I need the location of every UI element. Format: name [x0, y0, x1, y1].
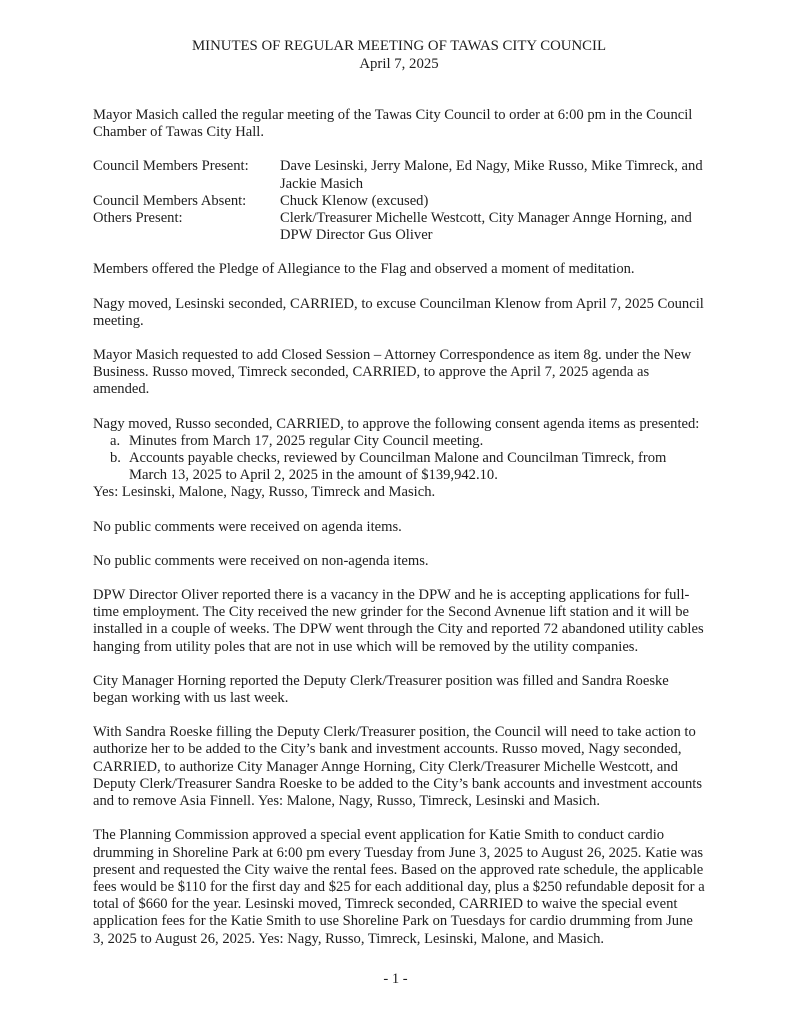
- consent-agenda-vote: Yes: Lesinski, Malone, Nagy, Russo, Timreck and Masich.: [93, 484, 436, 501]
- attendance-value: Chuck Klenow (excused): [280, 192, 429, 209]
- paragraph-public-comments-non-agenda: No public comments were received on non-agenda items.: [93, 552, 429, 569]
- attendance-label: Council Members Absent:: [93, 192, 247, 209]
- consent-agenda-item: [110, 433, 705, 450]
- list-marker: a.: [110, 432, 121, 449]
- page-number: - 1 -: [383, 971, 408, 987]
- paragraph-pledge: Members offered the Pledge of Allegiance to the Flag and observed a moment of meditation.: [93, 261, 635, 278]
- consent-agenda-item: [110, 450, 705, 484]
- paragraph-bank-accounts: With Sandra Roeske filling the Deputy Clerk/Treasurer position, the Council will need to take action to authorize her to be added to the City’s bank and investment accounts. Russo moved, Nagy seconded, CARRIED, to authorize City Manager Annge Horning, City Clerk/Treasurer Michelle Westcott, and Deputy Clerk/Treasurer Sandra Roeske to be added to the City’s bank accounts and investment accounts and to remove Asia Finnell. Yes: Malone, Nagy, Russo, Timreck, Lesinski and Masich.: [93, 724, 703, 810]
- list-item-text: Accounts payable checks, reviewed by Councilman Malone and Councilman Timreck, from March 13, 2025 to April 2, 2025 in the amount of $139,942.10.: [129, 450, 667, 484]
- attendance-value: Clerk/Treasurer Michelle Westcott, City Manager Annge Horning, and DPW Director Gus Oliver: [280, 210, 692, 244]
- attendance-block: [93, 158, 705, 244]
- attendance-value: Dave Lesinski, Jerry Malone, Ed Nagy, Mike Russo, Mike Timreck, and Jackie Masich: [280, 158, 703, 192]
- attendance-label: Council Members Present:: [93, 158, 249, 175]
- title-date: April 7, 2025: [359, 56, 439, 72]
- paragraph-dpw-report: DPW Director Oliver reported there is a vacancy in the DPW and he is accepting applications for full-time employment. The City received the new grinder for the Second Avnenue lift station and it will be installed in a couple of weeks. The DPW went through the City and reported 72 abandoned utility cables hanging from utility poles that are not in use which will be removed by the utility companies.: [93, 587, 704, 655]
- attendance-row-others: [93, 210, 705, 244]
- consent-agenda-block: [93, 416, 705, 502]
- list-item-text: Minutes from March 17, 2025 regular City Council meeting.: [129, 432, 484, 449]
- paragraph-planning-commission: The Planning Commission approved a special event application for Katie Smith to conduct cardio drumming in Shoreline Park at 6:00 pm every Tuesday from June 3, 2025 to August 26, 2025. Katie was present and requested the City waive the rental fees. Based on the approved rate schedule, the applicable fees would be $110 for the first day and $25 for each additional day, plus a $250 refundable deposit for a total of $660 for the year. Lesinski moved, Timreck seconded, CARRIED to waive the special event application fees for the Katie Smith to use Shoreline Park on Tuesdays for cardio drumming from June 3, 2025 to August 26, 2025. Yes: Nagy, Russo, Timreck, Lesinski, Malone, and Masich.: [93, 827, 705, 947]
- paragraph-public-comments-agenda: No public comments were received on agenda items.: [93, 518, 402, 535]
- list-marker: b.: [110, 450, 121, 467]
- paragraph-call-to-order: Mayor Masich called the regular meeting of the Tawas City Council to order at 6:00 pm in the Council Chamber of Tawas City Hall.: [93, 107, 693, 141]
- attendance-label: Others Present:: [93, 210, 183, 227]
- consent-agenda-intro: Nagy moved, Russo seconded, CARRIED, to approve the following consent agenda items as presented:: [93, 415, 700, 432]
- attendance-row-present: [93, 158, 705, 192]
- attendance-row-absent: [93, 193, 705, 210]
- title-line: MINUTES OF REGULAR MEETING OF TAWAS CITY COUNCIL: [192, 38, 606, 54]
- paragraph-agenda-amendment: Mayor Masich requested to add Closed Session – Attorney Correspondence as item 8g. under the New Business. Russo moved, Timreck seconded, CARRIED, to approve the April 7, 2025 agenda as amended.: [93, 347, 692, 398]
- paragraph-excuse-klenow: Nagy moved, Lesinski seconded, CARRIED, to excuse Councilman Klenow from April 7, 2025 Council meeting.: [93, 295, 704, 329]
- document-title: [93, 37, 705, 73]
- paragraph-city-manager-report: City Manager Horning reported the Deputy Clerk/Treasurer position was filled and Sandra Roeske began working with us last week.: [93, 672, 669, 707]
